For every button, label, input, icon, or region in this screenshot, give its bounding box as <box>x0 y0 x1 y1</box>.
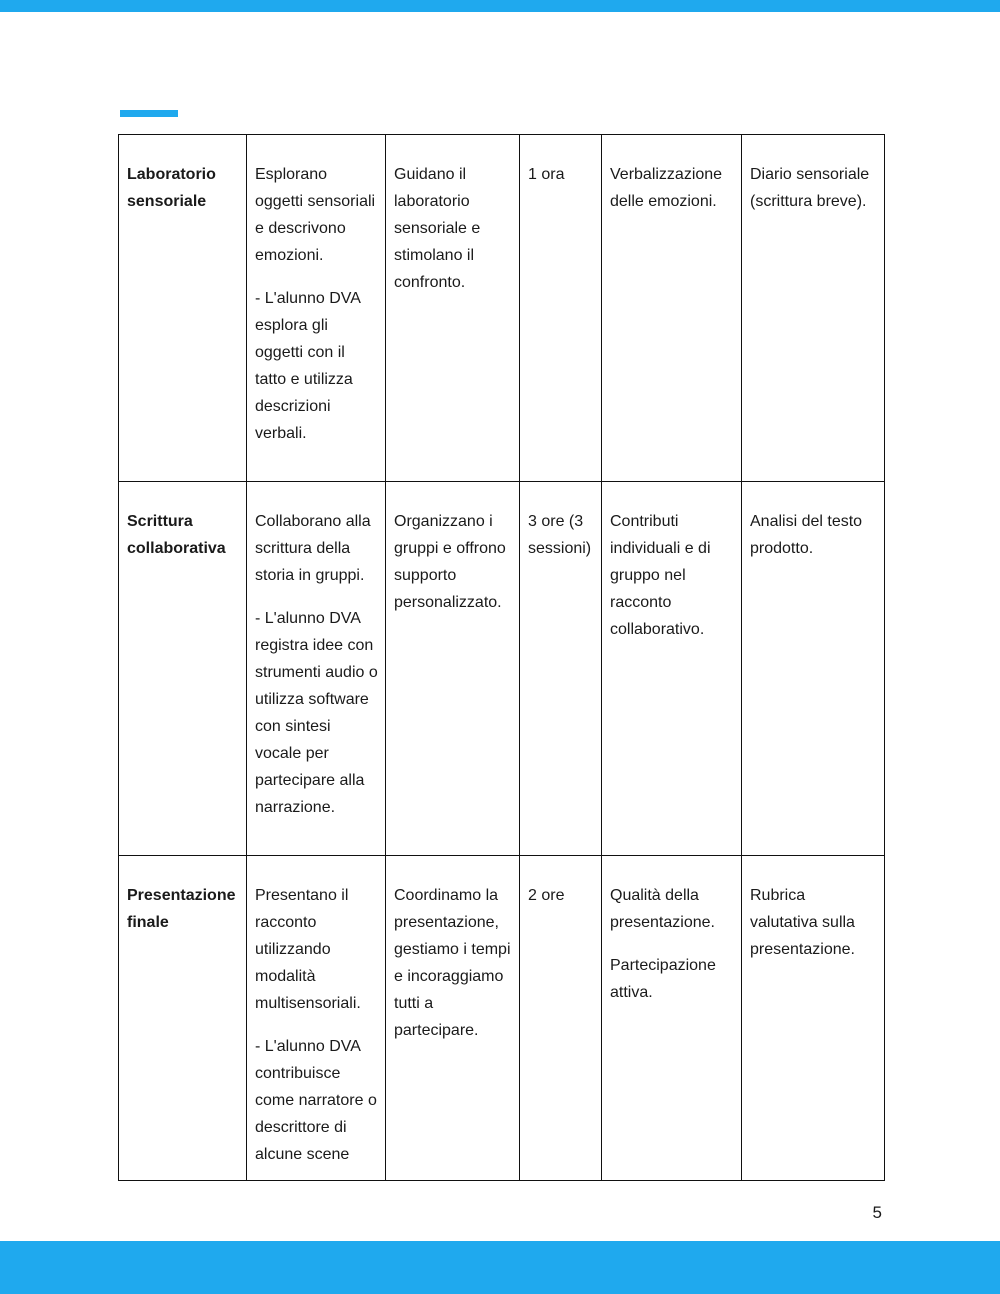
assessment-text: Analisi del testo prodotto. <box>750 513 863 557</box>
teachers-cell <box>386 135 520 482</box>
table-row <box>119 482 885 856</box>
phase-label: Scrittura collaborativa <box>127 513 226 557</box>
table-row <box>119 135 885 482</box>
assessment-cell <box>742 482 885 856</box>
time-text: 2 ore <box>528 887 565 904</box>
time-cell <box>520 135 602 482</box>
time-text: 3 ore (3 sessioni) <box>528 513 592 557</box>
top-accent-bar <box>0 0 1000 12</box>
evidence-text: Contributi individuali e di gruppo nel racconto collaborativo. <box>610 513 711 638</box>
evidence-cell <box>602 482 742 856</box>
students-text: Esplorano oggetti sensoriali e descrivono emozioni. <box>255 166 376 264</box>
phase-cell <box>119 856 247 1181</box>
table-row <box>119 856 885 1181</box>
evidence-cell <box>602 856 742 1181</box>
students-cell <box>247 856 386 1181</box>
students-text: Presentano il racconto utilizzando modalità multisensoriali. <box>255 887 361 1012</box>
teachers-cell <box>386 856 520 1181</box>
students-dva-text: - L'alunno DVA contribuisce come narratore o descrittore di alcune scene <box>255 1038 377 1163</box>
students-dva-text: - L'alunno DVA registra idee con strumenti audio o utilizza software con sintesi vocale per partecipare alla narrazione. <box>255 610 378 816</box>
evidence-text: Verbalizzazione delle emozioni. <box>610 166 723 210</box>
students-text: Collaborano alla scrittura della storia in gruppi. <box>255 513 371 584</box>
teachers-text: Guidano il laboratorio sensoriale e stimolano il confronto. <box>394 166 481 291</box>
phase-label: Laboratorio sensoriale <box>127 166 216 210</box>
teachers-text: Coordinamo la presentazione, gestiamo i tempi e incoraggiamo tutti a partecipare. <box>394 887 511 1039</box>
bottom-accent-bar <box>0 1241 1000 1294</box>
time-cell <box>520 856 602 1181</box>
students-cell <box>247 482 386 856</box>
phase-cell <box>119 482 247 856</box>
students-cell <box>247 135 386 482</box>
time-text: 1 ora <box>528 166 565 183</box>
section-accent-rule <box>120 110 178 117</box>
assessment-text: Rubrica valutativa sulla presentazione. <box>750 887 855 958</box>
evidence-cell <box>602 135 742 482</box>
time-cell <box>520 482 602 856</box>
teachers-text: Organizzano i gruppi e offrono supporto personalizzato. <box>394 513 506 611</box>
assessment-cell <box>742 135 885 482</box>
teachers-cell <box>386 482 520 856</box>
phase-cell <box>119 135 247 482</box>
evidence-text-2: Partecipazione attiva. <box>610 957 716 1001</box>
evidence-text: Qualità della presentazione. <box>610 887 715 931</box>
students-dva-text: - L'alunno DVA esplora gli oggetti con il tatto e utilizza descrizioni verbali. <box>255 290 361 442</box>
assessment-text: Diario sensoriale (scrittura breve). <box>750 166 870 210</box>
phase-label: Presentazione finale <box>127 887 236 931</box>
assessment-cell <box>742 856 885 1181</box>
activity-table <box>118 134 885 1181</box>
page-number: 5 <box>872 1203 882 1222</box>
